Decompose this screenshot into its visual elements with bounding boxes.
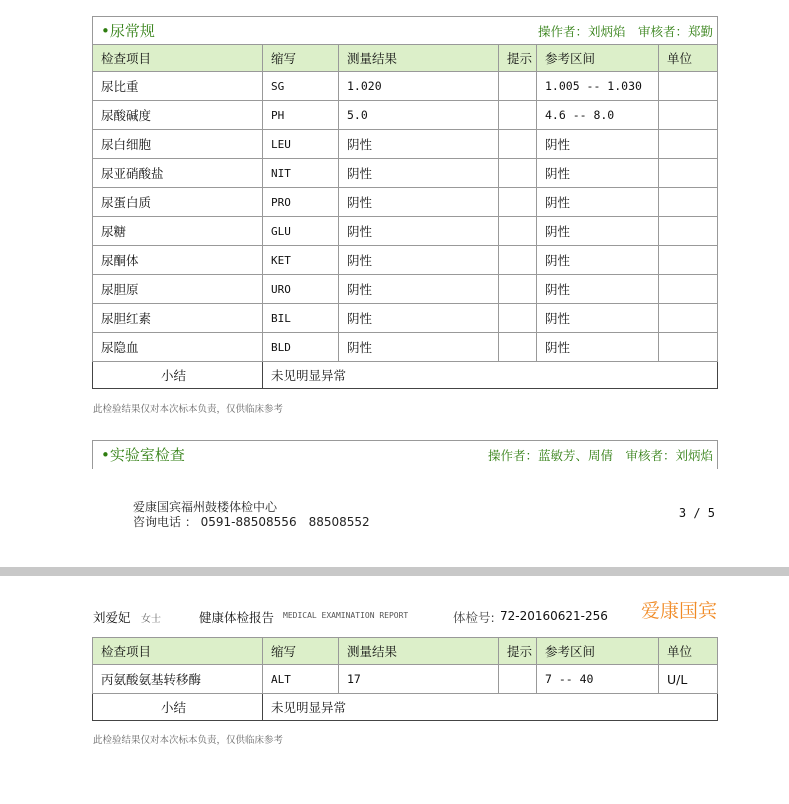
table-row bbox=[93, 304, 718, 333]
table-row bbox=[93, 333, 718, 362]
table-cell: 阴性 bbox=[537, 217, 659, 246]
table-cell bbox=[499, 217, 537, 246]
patient-name: 刘爱妃 bbox=[93, 610, 131, 625]
table-cell: 阴性 bbox=[339, 188, 499, 217]
table-cell: 尿比重 bbox=[93, 72, 263, 101]
table-cell bbox=[659, 159, 718, 188]
table-row bbox=[93, 130, 718, 159]
table-cell: 阴性 bbox=[537, 246, 659, 275]
operator-reviewer: 操作者：刘炳焰 审核者：郑勤 bbox=[537, 24, 713, 39]
patient-title: 女士 bbox=[141, 614, 161, 625]
table-row bbox=[93, 188, 718, 217]
page-footer bbox=[133, 500, 370, 530]
table-cell: URO bbox=[263, 275, 339, 304]
table-cell: U/L bbox=[659, 665, 718, 694]
table-cell bbox=[499, 101, 537, 130]
table-row bbox=[93, 275, 718, 304]
table-cell bbox=[499, 333, 537, 362]
table-cell bbox=[499, 159, 537, 188]
table-cell bbox=[659, 188, 718, 217]
table-cell: NIT bbox=[263, 159, 339, 188]
table-cell: KET bbox=[263, 246, 339, 275]
exam-number: 72-20160621-256 bbox=[500, 609, 608, 623]
table-row bbox=[93, 246, 718, 275]
column-header: 参考区间 bbox=[537, 45, 659, 72]
table-cell: 阴性 bbox=[339, 130, 499, 159]
table-row bbox=[93, 101, 718, 130]
table-cell bbox=[659, 72, 718, 101]
table-cell bbox=[659, 333, 718, 362]
operator-reviewer: 操作者：蓝敏芳、周倩 审核者：刘炳焰 bbox=[487, 448, 713, 463]
column-header: 缩写 bbox=[263, 45, 339, 72]
table-cell bbox=[659, 101, 718, 130]
table-cell bbox=[499, 246, 537, 275]
summary-value: 未见明显异常 bbox=[263, 362, 718, 389]
summary-label: 小结 bbox=[93, 694, 263, 721]
column-header: 检查项目 bbox=[93, 45, 263, 72]
table-cell bbox=[499, 130, 537, 159]
table-cell bbox=[659, 246, 718, 275]
table-cell: PH bbox=[263, 101, 339, 130]
table-cell bbox=[659, 217, 718, 246]
table-header-row bbox=[93, 45, 718, 72]
table-cell: 尿胆红素 bbox=[93, 304, 263, 333]
disclaimer-note: 此检验结果仅对本次标本负责，仅供临床参考 bbox=[93, 735, 284, 746]
table-cell: 尿隐血 bbox=[93, 333, 263, 362]
table-row bbox=[93, 72, 718, 101]
table-cell: 阴性 bbox=[339, 246, 499, 275]
page-divider bbox=[0, 567, 789, 576]
table-cell: 17 bbox=[339, 665, 499, 694]
report-title: 健康体检报告 bbox=[199, 610, 275, 625]
section-header-urine bbox=[92, 16, 718, 45]
table-cell: 5.0 bbox=[339, 101, 499, 130]
table-cell: 尿糖 bbox=[93, 217, 263, 246]
table-cell bbox=[499, 304, 537, 333]
table-cell: BIL bbox=[263, 304, 339, 333]
table-cell bbox=[499, 665, 537, 694]
table-cell: 阴性 bbox=[339, 217, 499, 246]
table-cell: ALT bbox=[263, 665, 339, 694]
table-cell: PRO bbox=[263, 188, 339, 217]
disclaimer-note: 此检验结果仅对本次标本负责，仅供临床参考 bbox=[93, 404, 284, 415]
table-cell: 尿胆原 bbox=[93, 275, 263, 304]
table-cell bbox=[659, 304, 718, 333]
column-header: 参考区间 bbox=[537, 638, 659, 665]
summary-row bbox=[93, 362, 718, 389]
table-row bbox=[93, 159, 718, 188]
table-cell: 阴性 bbox=[339, 275, 499, 304]
table-cell: 尿蛋白质 bbox=[93, 188, 263, 217]
table-cell: 阴性 bbox=[339, 304, 499, 333]
column-header: 检查项目 bbox=[93, 638, 263, 665]
table-cell: 1.005 -- 1.030 bbox=[537, 72, 659, 101]
summary-value: 未见明显异常 bbox=[263, 694, 718, 721]
column-header: 测量结果 bbox=[339, 45, 499, 72]
column-header: 提示 bbox=[499, 45, 537, 72]
table-cell: 尿亚硝酸盐 bbox=[93, 159, 263, 188]
alt-table bbox=[92, 637, 718, 721]
report-header bbox=[93, 600, 717, 630]
column-header: 测量结果 bbox=[339, 638, 499, 665]
table-cell: SG bbox=[263, 72, 339, 101]
summary-label: 小结 bbox=[93, 362, 263, 389]
table-cell: 阴性 bbox=[339, 333, 499, 362]
summary-row bbox=[93, 694, 718, 721]
table-cell bbox=[659, 130, 718, 159]
column-header: 提示 bbox=[499, 638, 537, 665]
table-cell: 阴性 bbox=[537, 130, 659, 159]
table-cell: 阴性 bbox=[537, 304, 659, 333]
section-title: •尿常规 bbox=[101, 22, 155, 40]
table-cell: 7 -- 40 bbox=[537, 665, 659, 694]
urine-table bbox=[92, 44, 718, 389]
table-row bbox=[93, 217, 718, 246]
table-cell: LEU bbox=[263, 130, 339, 159]
table-cell: 阴性 bbox=[537, 333, 659, 362]
brand-logo: 爱康国宾 bbox=[640, 600, 717, 622]
report-title-en: MEDICAL EXAMINATION REPORT bbox=[283, 611, 409, 620]
table-cell: 阴性 bbox=[339, 159, 499, 188]
table-cell: 4.6 -- 8.0 bbox=[537, 101, 659, 130]
table-row bbox=[93, 665, 718, 694]
table-cell: 尿酮体 bbox=[93, 246, 263, 275]
table-cell: 丙氨酸氨基转移酶 bbox=[93, 665, 263, 694]
table-cell bbox=[659, 275, 718, 304]
table-cell: 阴性 bbox=[537, 275, 659, 304]
column-header: 缩写 bbox=[263, 638, 339, 665]
section-header-lab bbox=[92, 440, 718, 469]
table-cell: 阴性 bbox=[537, 188, 659, 217]
column-header: 单位 bbox=[659, 638, 718, 665]
table-cell bbox=[499, 275, 537, 304]
table-cell: 阴性 bbox=[537, 159, 659, 188]
table-cell bbox=[499, 72, 537, 101]
table-cell: 尿白细胞 bbox=[93, 130, 263, 159]
center-name: 爱康国宾福州鼓楼体检中心 bbox=[133, 500, 278, 514]
table-cell: 1.020 bbox=[339, 72, 499, 101]
column-header: 单位 bbox=[659, 45, 718, 72]
section-title: •实验室检查 bbox=[101, 446, 185, 464]
phone-number: 咨询电话 ： 0591-88508556 88508552 bbox=[133, 515, 370, 529]
page-number: 3 / 5 bbox=[678, 506, 715, 520]
table-cell bbox=[499, 188, 537, 217]
table-cell: GLU bbox=[263, 217, 339, 246]
table-cell: 尿酸碱度 bbox=[93, 101, 263, 130]
exam-no-label: 体检号: bbox=[453, 610, 495, 625]
table-header-row bbox=[93, 638, 718, 665]
table-cell: BLD bbox=[263, 333, 339, 362]
